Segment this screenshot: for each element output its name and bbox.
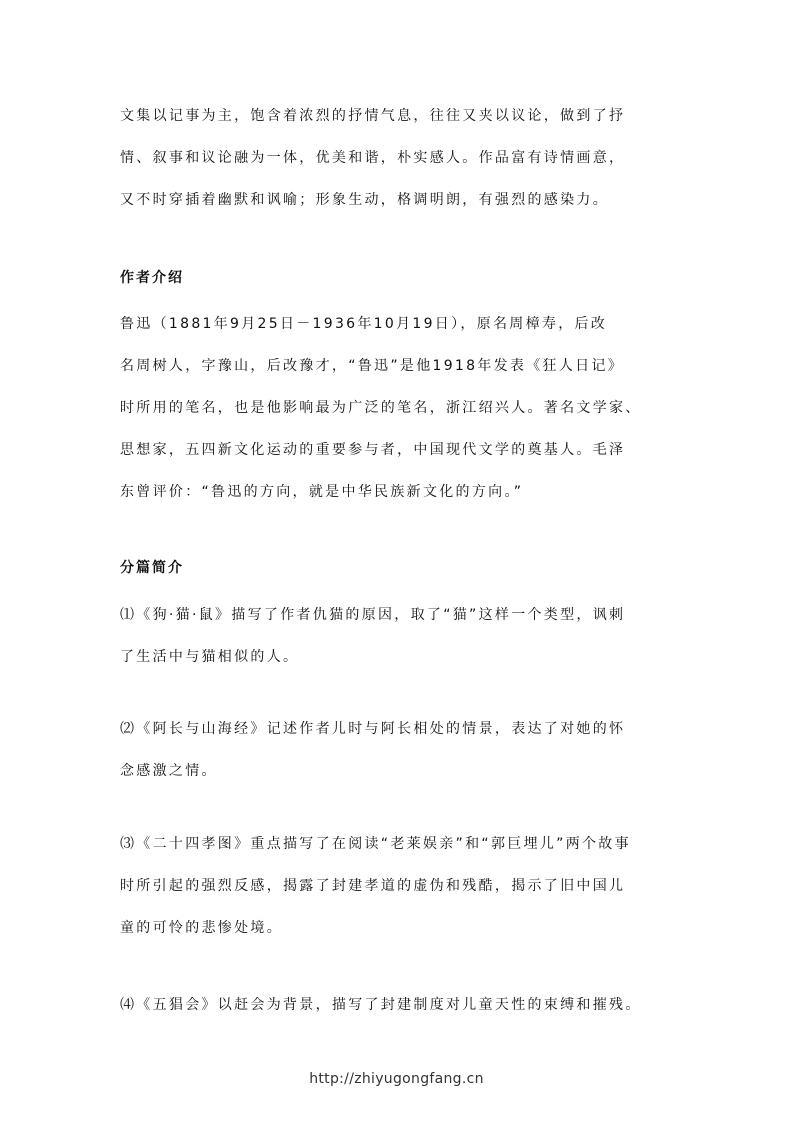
text-line: ⑵《阿长与山海经》记述作者儿时与阿长相处的情景，表达了对她的怀 <box>120 721 626 737</box>
text-line: ⑴《狗·猫·鼠》描写了作者仇猫的原因，取了“猫”这样一个类型，讽刺 <box>120 607 626 623</box>
text-line: 念感激之情。 <box>120 763 218 779</box>
section-heading-author: 作者介绍 <box>120 270 184 286</box>
text-line: 时所用的笔名，也是他影响最为广泛的笔名，浙江绍兴人。著名文学家、 <box>120 400 642 416</box>
text-line: ⑶《二十四孝图》重点描写了在阅读“老莱娱亲”和“郭巨埋儿”两个故事 <box>120 836 631 852</box>
text-line: ⑷《五猖会》以赶会为背景，描写了封建制度对儿童天性的束缚和摧残。 <box>120 997 642 1013</box>
text-line: 思想家，五四新文化运动的重要参与者，中国现代文学的奠基人。毛泽 <box>120 442 626 458</box>
text-line: 文集以记事为主，饱含着浓烈的抒情气息，往往又夹以议论，做到了抒 <box>120 108 626 124</box>
text-line: 时所引起的强烈反感，揭露了封建孝道的虚伪和残酷，揭示了旧中国儿 <box>120 878 626 894</box>
text-line: 情、叙事和议论融为一体，优美和谐，朴实感人。作品富有诗情画意， <box>120 150 626 166</box>
text-line: 东曾评价：“鲁迅的方向，就是中华民族新文化的方向。” <box>120 484 524 500</box>
text-line: 名周树人，字豫山，后改豫才，“鲁迅”是他1918年发表《狂人日记》 <box>120 358 625 374</box>
text-line: 了生活中与猫相似的人。 <box>120 649 300 665</box>
footer-url[interactable]: http://zhiyugongfang.cn <box>309 1071 484 1087</box>
text-line: 鲁迅（1881年9月25日－1936年10月19日），原名周樟寿，后改 <box>120 316 608 332</box>
section-heading-chapters: 分篇简介 <box>120 560 184 576</box>
text-line: 又不时穿插着幽默和讽喻；形象生动，格调明朗，有强烈的感染力。 <box>120 192 609 208</box>
text-line: 童的可怜的悲惨处境。 <box>120 920 283 936</box>
